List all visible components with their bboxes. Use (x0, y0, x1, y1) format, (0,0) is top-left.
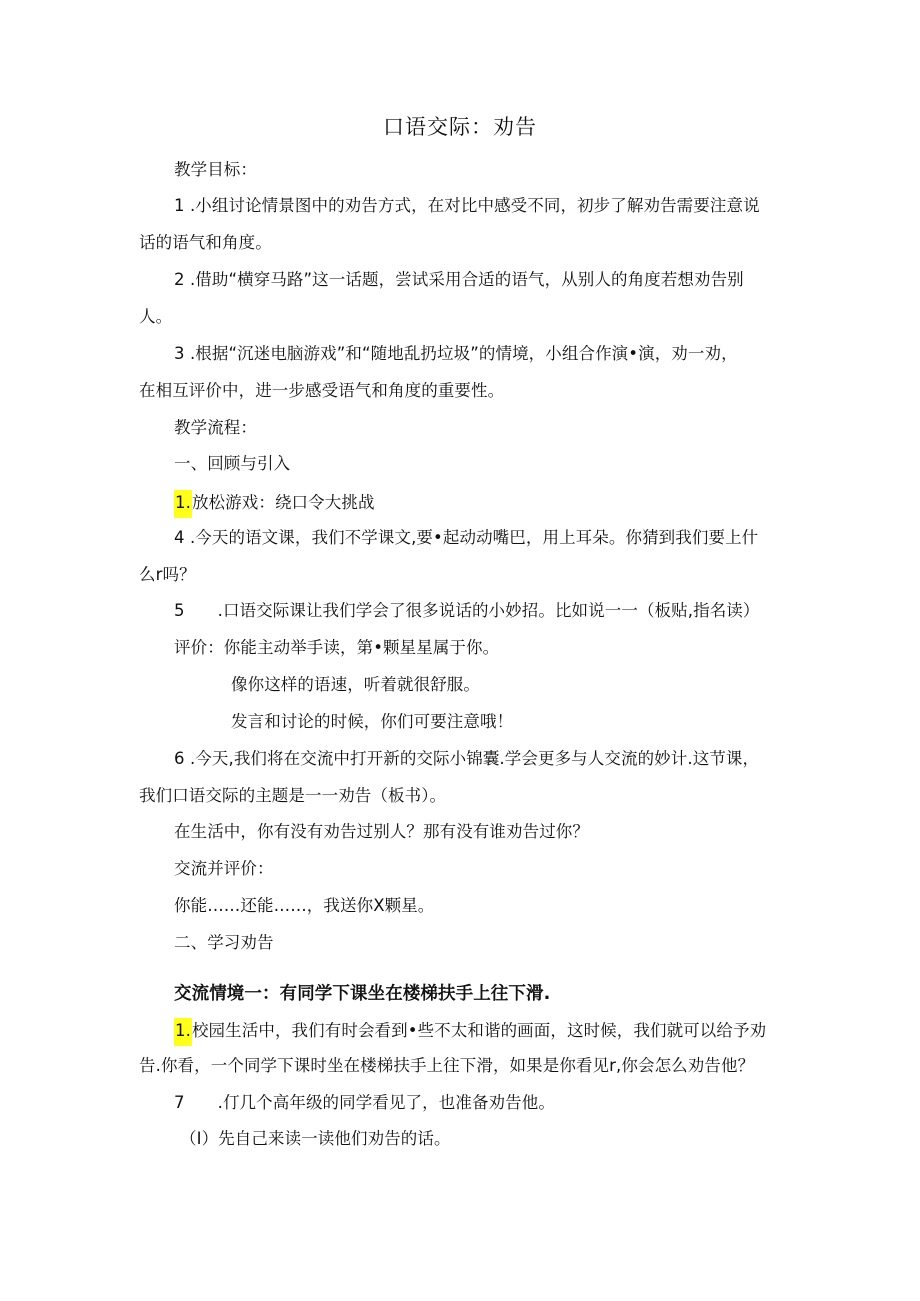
campus-line-2: 告.你看，一个同学下课时坐在楼梯扶手上往下滑，如果是你看见r,你会怎么劝告他？ (139, 1056, 755, 1075)
goal-1-line-1: 1 .小组讨论情景图中的劝告方式，在对比中感受不同，初步了解劝告需要注意说 (174, 196, 760, 215)
campus-number-highlight: 1. (174, 1018, 192, 1046)
goal-2-line-1: 2 .借助“横穿马路”这一话题，尝试采用合适的语气，从别人的角度若想劝告别 (174, 270, 744, 289)
sub-item-1: （I）先自己来读一读他们劝告的话。 (180, 1129, 451, 1148)
evaluation-1: 评价：你能主动举手读，第•颗星星属于你。 (174, 638, 500, 657)
item-5-number: 5 (174, 601, 185, 620)
praise-line: 你能……还能……，我送你X颗星。 (174, 896, 435, 915)
section-1-heading: 一、回顾与引入 (174, 454, 291, 473)
item-7-text: .仃几个高年级的同学看见了，也准备劝告他。 (217, 1093, 555, 1112)
item-1-text: 放松游戏：绕口令大挑战 (191, 493, 375, 512)
item-5 (174, 600, 760, 622)
item-6-line-1: 6 .今天,我们将在交流中打开新的交际小锦囊.学会更多与人交流的妙计.这节课， (174, 749, 760, 768)
item-7 (174, 1092, 555, 1114)
goal-3-line-1: 3 .根据“沉迷电脑游戏”和“随地乱扔垃圾”的情境，小组合作演•演，劝一劝， (174, 344, 738, 363)
scene-1-heading: 交流情境一：有同学下课坐在楼梯扶手上往下滑. (174, 984, 551, 1004)
campus-line-1 (174, 1018, 766, 1046)
item-4-line-2: 么r吗？ (139, 565, 196, 584)
goal-2-line-2: 人。 (139, 307, 173, 326)
evaluation-2: 像你这样的语速，听着就很舒服。 (231, 675, 480, 694)
campus-text: 校园生活中，我们有时会看到•些不太和谐的画面，这时候，我们就可以给予劝 (191, 1021, 767, 1040)
question-line: 在生活中，你有没有劝告过别人？那有没有谁劝告过你？ (174, 822, 589, 841)
item-5-text: .口语交际课让我们学会了很多说话的小妙招。比如说一一（板贴,指名读） (217, 601, 760, 620)
evaluation-3: 发言和讨论的时候，你们可要注意哦！ (231, 712, 514, 731)
item-1-number-highlight: 1. (174, 490, 192, 518)
item-4-line-1: 4 .今天的语文课，我们不学课文,要•起动动嘴巴，用上耳朵。你猜到我们要上什 (174, 528, 759, 547)
item-1 (174, 490, 375, 518)
flow-heading: 教学流程： (174, 418, 257, 437)
item-6-line-2: 我们口语交际的主题是一一劝告（板书）。 (139, 786, 447, 805)
goal-1-line-2: 话的语气和角度。 (139, 233, 272, 252)
goal-3-line-2: 在相互评价中，进一步感受语气和角度的重要性。 (139, 381, 505, 400)
item-7-number: 7 (174, 1093, 185, 1112)
section-2-heading: 二、学习劝告 (174, 933, 274, 952)
exchange-line: 交流并评价： (174, 859, 274, 878)
page-title: 口语交际：劝告 (383, 115, 537, 139)
goals-heading: 教学目标： (174, 160, 257, 179)
